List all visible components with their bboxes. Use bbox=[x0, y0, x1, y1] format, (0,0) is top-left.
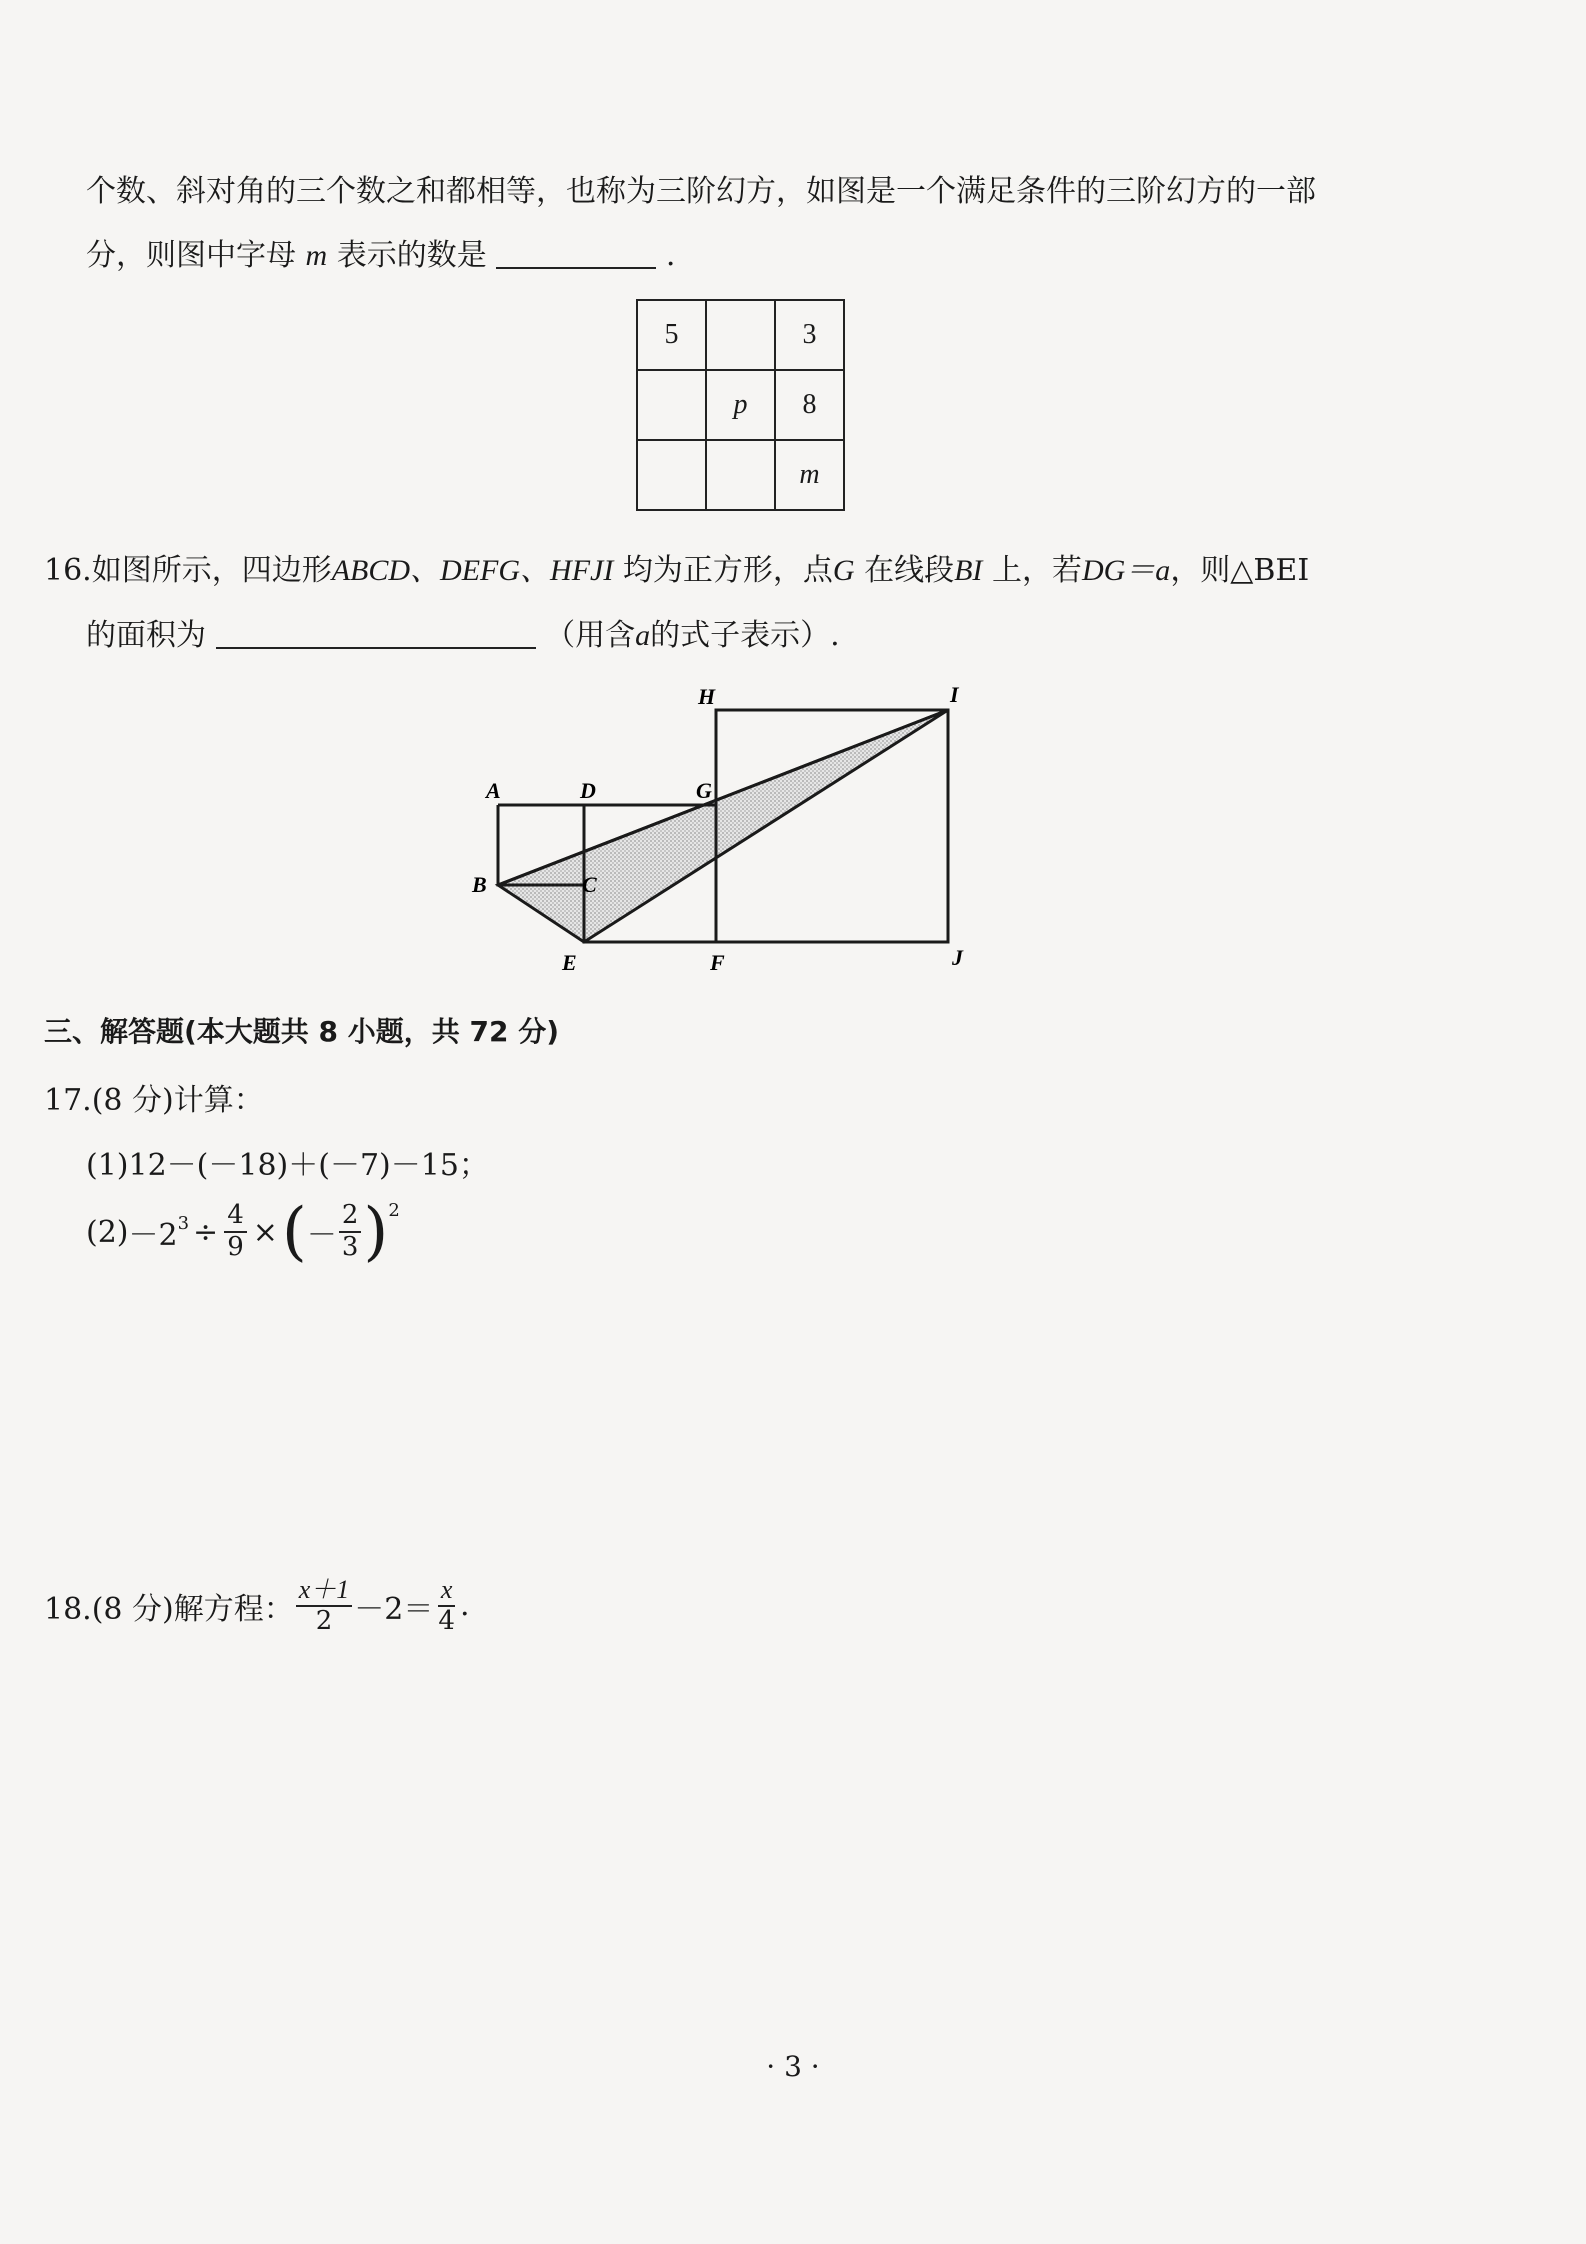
label-f: F bbox=[710, 950, 725, 975]
q16-point-g: G bbox=[832, 554, 855, 587]
q17-div: ÷ bbox=[193, 1214, 219, 1250]
frac-num: x＋1 bbox=[296, 1575, 353, 1607]
q15-line2-pre: 分，则图中字母 bbox=[86, 238, 296, 273]
magic-cell: p bbox=[706, 370, 775, 440]
q16-line1-post: ，则△BEI bbox=[1170, 553, 1310, 588]
q17-part1: (1)12－(－18)＋(－7)－15； bbox=[86, 1148, 489, 1183]
q17-frac-4-9 bbox=[224, 1201, 247, 1263]
frac-den: 4 bbox=[438, 1605, 455, 1636]
q17-exponent: 3 bbox=[177, 1212, 190, 1234]
segment-bi bbox=[498, 710, 948, 885]
frac-num: 2 bbox=[339, 1201, 362, 1233]
frac-den: 9 bbox=[227, 1232, 244, 1262]
q16-quads: ABCD、DEFG、HFJI bbox=[331, 554, 614, 587]
q16-seg-bi: BI bbox=[954, 554, 983, 587]
q16-var-a: a bbox=[635, 619, 651, 652]
label-j: J bbox=[952, 945, 963, 970]
squares-diagram bbox=[470, 680, 1010, 980]
label-c: C bbox=[582, 872, 597, 897]
magic-cell: 3 bbox=[775, 300, 844, 370]
q17-minus-two: －2 bbox=[128, 1218, 178, 1253]
q16-line1-mid2: 在线段 bbox=[864, 553, 955, 588]
q15-period: . bbox=[665, 238, 676, 273]
section3-title: 三、解答题(本大题共 8 小题，共 72 分) bbox=[44, 1015, 560, 1048]
q16-line1 bbox=[44, 545, 1309, 589]
magic-cell bbox=[637, 440, 706, 510]
q16-line1-mid1: 均为正方形，点 bbox=[622, 553, 833, 588]
q18-mid: －2＝ bbox=[354, 1591, 434, 1627]
q18-frac-left bbox=[296, 1575, 353, 1637]
label-e: E bbox=[562, 950, 577, 975]
frac-num: x bbox=[438, 1575, 456, 1607]
q17-times: × bbox=[252, 1214, 278, 1250]
magic-cell bbox=[637, 370, 706, 440]
q17-part2-label: (2) bbox=[86, 1214, 129, 1250]
q18-line bbox=[44, 1575, 469, 1637]
magic-cell: m bbox=[775, 440, 844, 510]
frac-den: 3 bbox=[341, 1232, 359, 1262]
magic-cell: 5 bbox=[637, 300, 706, 370]
q15-line2 bbox=[86, 230, 675, 274]
q17-outer-exponent: 2 bbox=[388, 1199, 400, 1221]
q16-line1-pre: 16.如图所示，四边形 bbox=[44, 553, 332, 588]
frac-den: 2 bbox=[315, 1605, 333, 1636]
q17-frac-2-3 bbox=[339, 1201, 362, 1263]
q16-line2-post1: （用含 bbox=[545, 618, 636, 653]
q15-var-m: m bbox=[305, 239, 328, 272]
frac-num: 4 bbox=[224, 1201, 247, 1233]
magic-cell: 8 bbox=[775, 370, 844, 440]
label-i: I bbox=[950, 682, 959, 707]
label-h: H bbox=[698, 684, 716, 709]
q16-answer-blank[interactable] bbox=[216, 617, 536, 649]
q17-inner-minus: － bbox=[306, 1218, 337, 1253]
label-b: B bbox=[472, 872, 487, 897]
q18-frac-right bbox=[435, 1575, 458, 1637]
q18-title: 18.(8 分)解方程： bbox=[44, 1591, 294, 1627]
right-paren: ) bbox=[363, 1195, 389, 1269]
q17-part2 bbox=[86, 1195, 400, 1269]
page-number: · 3 · bbox=[766, 2050, 820, 2083]
triangle-bei bbox=[498, 710, 948, 942]
label-a: A bbox=[486, 778, 501, 803]
q18-period: . bbox=[459, 1588, 470, 1624]
q15-line2-post: 表示的数是 bbox=[336, 238, 487, 273]
q16-line1-mid3: 上，若 bbox=[991, 553, 1082, 588]
q15-line1: 个数、斜对角的三个数之和都相等，也称为三阶幻方，如图是一个满足条件的三阶幻方的一部 bbox=[86, 174, 1316, 209]
q15-answer-blank[interactable] bbox=[496, 237, 656, 269]
label-g: G bbox=[696, 778, 712, 803]
magic-cell bbox=[706, 440, 775, 510]
q16-line2-pre: 的面积为 bbox=[86, 618, 206, 653]
magic-square bbox=[636, 299, 845, 511]
q16-line2 bbox=[86, 610, 840, 654]
q16-line2-post2: 的式子表示）. bbox=[650, 618, 840, 653]
q16-cond: DG＝a bbox=[1081, 554, 1171, 587]
magic-cell bbox=[706, 300, 775, 370]
left-paren: ( bbox=[281, 1195, 307, 1269]
label-d: D bbox=[580, 778, 596, 803]
q17-title: 17.(8 分)计算： bbox=[44, 1083, 264, 1118]
